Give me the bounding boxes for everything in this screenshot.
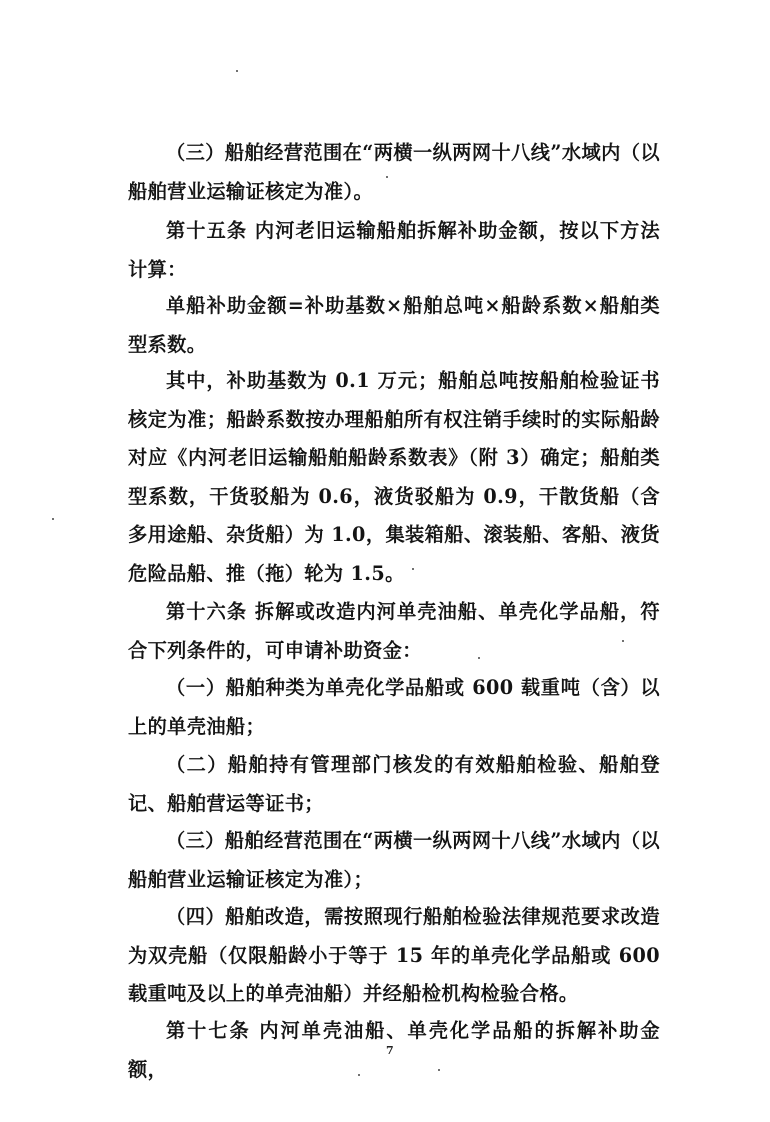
paragraph-subsidy-formula: 单船补助金额=补助基数×船舶总吨×船龄系数×船舶类型系数。 bbox=[128, 294, 660, 356]
scan-speck bbox=[358, 1074, 360, 1076]
scan-speck bbox=[622, 640, 624, 642]
paragraph-article-15: 第十五条 内河老旧运输船舶拆解补助金额，按以下方法计算： bbox=[128, 219, 660, 281]
scan-speck bbox=[412, 568, 414, 570]
paragraph-clause-3-scope: （三）船舶经营范围在“两横一纵两网十八线”水域内（以船舶营业运输证核定为准）。 bbox=[128, 141, 660, 203]
page-number: 7 bbox=[386, 1044, 394, 1057]
scan-speck bbox=[52, 518, 54, 520]
paragraph-article-16: 第十六条 拆解或改造内河单壳油船、单壳化学品船，符合下列条件的，可申请补助资金： bbox=[128, 600, 660, 662]
paragraph-condition-1: （一）船舶种类为单壳化学品船或 600 载重吨（含）以上的单壳油船； bbox=[128, 676, 660, 738]
scan-speck bbox=[438, 1069, 440, 1071]
paragraph-article-17: 第十七条 内河单壳油船、单壳化学品船的拆解补助金额， bbox=[128, 1019, 660, 1081]
scan-speck bbox=[236, 70, 238, 72]
scan-speck bbox=[386, 176, 388, 178]
paragraph-formula-explanation: 其中，补助基数为 0.1 万元；船舶总吨按船舶检验证书核定为准；船龄系数按办理船舶所有权注销手续时的实际船龄对应《内河老旧运输船舶船龄系数表》（附 3）确定；船舶类型系数，干货驳船为 0.6，液货驳船为 0.9，干散货船（含多用途船、杂货船）为 1.0，集装箱船、滚装船、客船、液货危险品船、推（拖）轮为 1.5。 bbox=[128, 369, 660, 585]
paragraph-condition-2: （二）船舶持有管理部门核发的有效船舶检验、船舶登记、船舶营运等证书； bbox=[128, 753, 660, 815]
paragraph-condition-4: （四）船舶改造，需按照现行船舶检验法律规范要求改造为双壳船（仅限船龄小于等于 15 年的单壳化学品船或 600 载重吨及以上的单壳油船）并经船检机构检验合格。 bbox=[128, 905, 660, 1005]
paragraph-condition-3: （三）船舶经营范围在“两横一纵两网十八线”水域内（以船舶营业运输证核定为准）； bbox=[128, 829, 660, 891]
scan-speck bbox=[478, 657, 480, 659]
